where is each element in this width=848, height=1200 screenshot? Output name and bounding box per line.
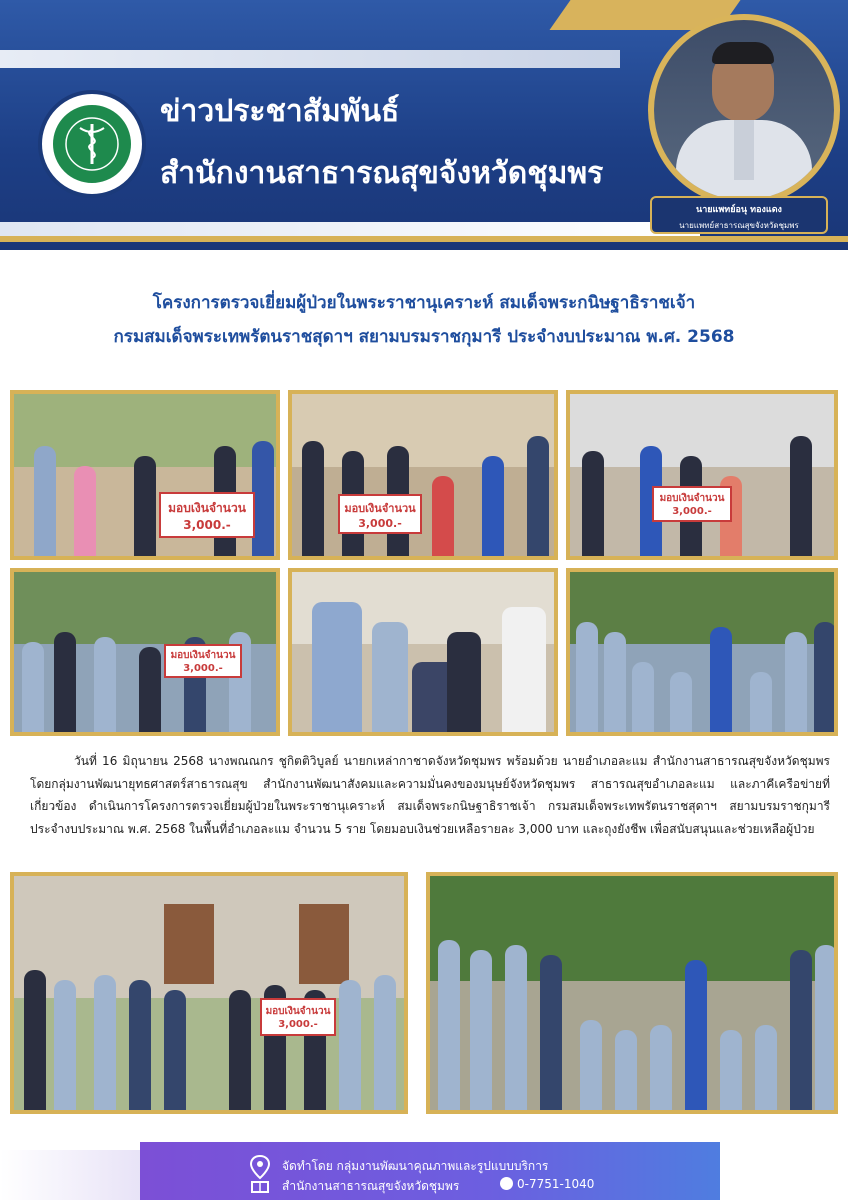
person-title: นายแพทย์สาธารณสุขจังหวัดชุมพร: [679, 221, 799, 230]
ministry-logo-emblem: [50, 102, 134, 186]
ministry-logo: [38, 90, 146, 198]
photo-3: [566, 390, 838, 560]
photo-2: [288, 390, 558, 560]
photo-5: [288, 568, 558, 736]
phone-icon: [500, 1177, 513, 1190]
caduceus-icon: [62, 114, 122, 174]
location-pin-icon: [248, 1154, 272, 1194]
name-badge: [650, 196, 828, 234]
photo-1: [10, 390, 280, 560]
footer-phone[interactable]: 0-7751-1040: [517, 1177, 595, 1191]
photo-7: [10, 872, 408, 1114]
header-banner: [0, 0, 848, 250]
headline-line-2: กรมสมเด็จพระเทพรัตนราชสุดาฯ สยามบรมราชกุมารี ประจำงบประมาณ พ.ศ. 2568: [113, 327, 735, 347]
photo-4: [10, 568, 280, 736]
donation-sign: มอบเงินจำนวน 3,000.-: [652, 486, 732, 522]
headline: [0, 286, 848, 354]
article-paragraph: วันที่ 16 มิถุนายน 2568 นางพณณกร ชูกิตติวิบูลย์ นายกเหล่ากาชาดจังหวัดชุมพร พร้อมด้วย นายอำเภอละแม สำนักงานสาธารณสุขจังหวัดชุมพร โดยกลุ่มงานพัฒนายุทธศาสตร์สาธารณสุข สำนักงานพัฒนาสังคมและความมั่นคงของมนุษย์จังหวัดชุมพร สาธารณสุขอำเภอละแม และภาคีเครือข่ายที่เกี่ยวข้อง ดำเนินการโครงการตรวจเยี่ยมผู้ป่วยในพระราชานุเคราะห์ สมเด็จพระกนิษฐาธิราชเจ้า กรมสมเด็จพระเทพรัตนราชสุดาฯ สยามบรมราชกุมารี ประจำงบประมาณ พ.ศ. 2568 ในพื้นที่อำเภอละแม จำนวน 5 ราย โดยมอบเงินช่วยเหลือรายละ 3,000 บาท และถุงยังชีพ เพื่อสนับสนุนและช่วยเหลือผู้ป่วย: [30, 754, 830, 836]
headline-line-1: โครงการตรวจเยี่ยมผู้ป่วยในพระราชานุเคราะห์ สมเด็จพระกนิษฐาธิราชเจ้า: [152, 293, 696, 313]
gold-stripe-bottom: [0, 236, 848, 242]
silver-stripe-top: [0, 50, 620, 68]
photo-6: [566, 568, 838, 736]
person-name: นายแพทย์อนุ ทองแดง: [696, 205, 782, 215]
silver-stripe-bottom: [0, 222, 700, 236]
portrait-photo: [654, 20, 834, 200]
footer-accent: [0, 1150, 140, 1200]
photo-8: [426, 872, 838, 1114]
footer-office: สำนักงานสาธารณสุขจังหวัดชุมพร: [282, 1179, 460, 1193]
donation-sign: มอบเงินจำนวน 3,000.-: [159, 492, 255, 538]
header-title: ข่าวประชาสัมพันธ์: [160, 94, 400, 129]
donation-sign: มอบเงินจำนวน 3,000.-: [338, 494, 422, 534]
donation-sign: มอบเงินจำนวน 3,000.-: [164, 644, 242, 678]
donation-sign: มอบเงินจำนวน 3,000.-: [260, 998, 336, 1036]
footer-credit: จัดทำโดย กลุ่มงานพัฒนาคุณภาพและรูปแบบบริการ: [282, 1159, 549, 1173]
portrait-frame: [648, 14, 840, 206]
header-subtitle: สำนักงานสาธารณสุขจังหวัดชุมพร: [160, 156, 604, 191]
